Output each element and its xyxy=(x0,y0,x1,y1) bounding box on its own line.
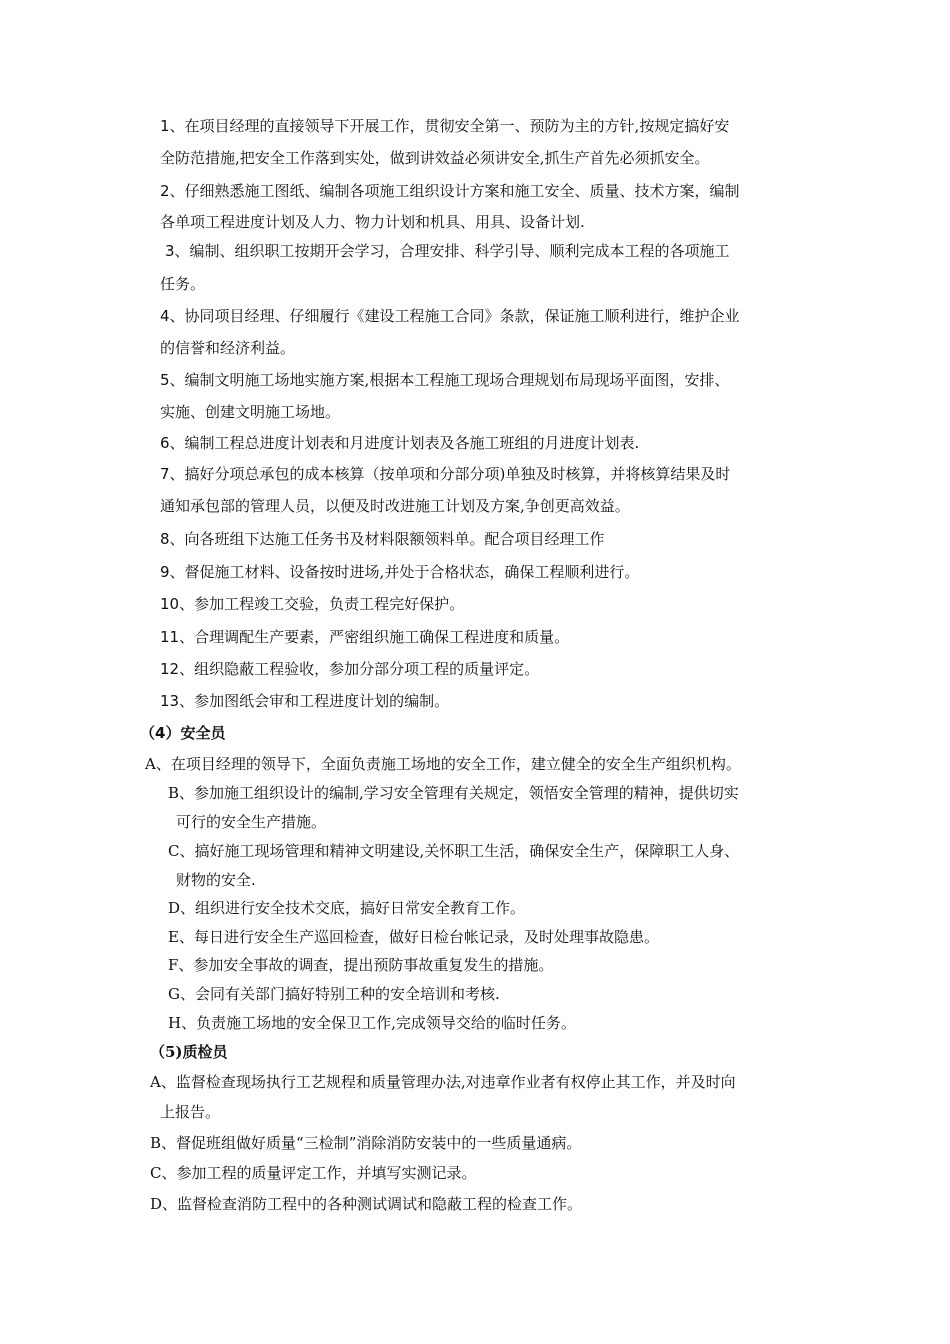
quality-item-d: D、监督检查消防工程中的各种测试调试和隐蔽工程的检查工作。 xyxy=(150,1195,583,1213)
quality-inspector-heading: （5)质检员 xyxy=(150,1043,228,1061)
item-3-line-1: 3、编制、组织职工按期开会学习，合理安排、科学引导、顺利完成本工程的各项施工 xyxy=(165,242,730,260)
safety-item-b-line-2: 可行的安全生产措施。 xyxy=(176,813,327,831)
item-7-line-1: 7、搞好分项总承包的成本核算（按单项和分部分项)单独及时核算，并将核算结果及时 xyxy=(160,465,731,483)
item-4-line-2: 的信誉和经济利益。 xyxy=(160,339,296,357)
safety-officer-heading: （4）安全员 xyxy=(140,724,226,742)
item-2-line-2: 各单项工程进度计划及人力、物力计划和机具、用具、设备计划. xyxy=(160,213,585,231)
quality-item-a-line-2: 上报告。 xyxy=(160,1103,221,1121)
quality-item-b: B、督促班组做好质量“三检制”消除消防安装中的一些质量通病。 xyxy=(150,1134,582,1152)
safety-item-b-line-1: B、参加施工组织设计的编制,学习安全管理有关规定，领悟安全管理的精神，提供切实 xyxy=(168,784,739,802)
item-5-line-2: 实施、创建文明施工场地。 xyxy=(160,403,341,421)
quality-item-c: C、参加工程的质量评定工作，并填写实测记录。 xyxy=(150,1164,477,1182)
safety-item-c-line-2: 财物的安全. xyxy=(176,871,256,889)
item-3-line-2: 任务。 xyxy=(160,275,206,293)
item-1-line-1: 1、在项目经理的直接领导下开展工作，贯彻安全第一、预防为主的方针,按规定搞好安 xyxy=(160,117,730,135)
safety-item-e: E、每日进行安全生产巡回检查，做好日检台帐记录，及时处理事故隐患。 xyxy=(168,928,659,946)
item-11-line-1: 11、合理调配生产要素，严密组织施工确保工程进度和质量。 xyxy=(160,628,570,646)
quality-item-a-line-1: A、监督检查现场执行工艺规程和质量管理办法,对违章作业者有权停止其工作，并及时向 xyxy=(150,1073,736,1091)
item-9-line-1: 9、督促施工材料、设备按时进场,并处于合格状态，确保工程顺利进行。 xyxy=(160,563,640,581)
safety-item-d: D、组织进行安全技术交底，搞好日常安全教育工作。 xyxy=(168,899,526,917)
safety-item-f: F、参加安全事故的调查，提出预防事故重复发生的措施。 xyxy=(168,956,554,974)
item-6-line-1: 6、编制工程总进度计划表和月进度计划表及各施工班组的月进度计划表. xyxy=(160,434,640,452)
item-12-line-1: 12、组织隐蔽工程验收，参加分部分项工程的质量评定。 xyxy=(160,660,540,678)
safety-item-a: A、在项目经理的领导下，全面负责施工场地的安全工作，建立健全的安全生产组织机构。 xyxy=(145,755,741,773)
item-7-line-2: 通知承包部的管理人员，以便及时改进施工计划及方案,争创更高效益。 xyxy=(160,497,630,515)
item-8-line-1: 8、向各班组下达施工任务书及材料限额领料单。配合项目经理工作 xyxy=(160,530,605,548)
safety-item-c-line-1: C、搞好施工现场管理和精神文明建设,关怀职工生活，确保安全生产，保障职工人身、 xyxy=(168,842,740,860)
safety-item-g: G、会同有关部门搞好特别工种的安全培训和考核. xyxy=(168,985,500,1003)
item-1-line-2: 全防范措施,把安全工作落到实处，做到讲效益必须讲安全,抓生产首先必须抓安全。 xyxy=(160,149,710,167)
item-10-line-1: 10、参加工程竣工交验，负责工程完好保护。 xyxy=(160,595,465,613)
item-4-line-1: 4、协同项目经理、仔细履行《建设工程施工合同》条款，保证施工顺利进行，维护企业 xyxy=(160,307,740,325)
item-2-line-1: 2、仔细熟悉施工图纸、编制各项施工组织设计方案和施工安全、质量、技术方案，编制 xyxy=(160,182,740,200)
item-13-line-1: 13、参加图纸会审和工程进度计划的编制。 xyxy=(160,692,450,710)
item-5-line-1: 5、编制文明施工场地实施方案,根据本工程施工现场合理规划布局现场平面图，安排、 xyxy=(160,371,730,389)
safety-item-h: H、负责施工场地的安全保卫工作,完成领导交给的临时任务。 xyxy=(168,1014,576,1032)
